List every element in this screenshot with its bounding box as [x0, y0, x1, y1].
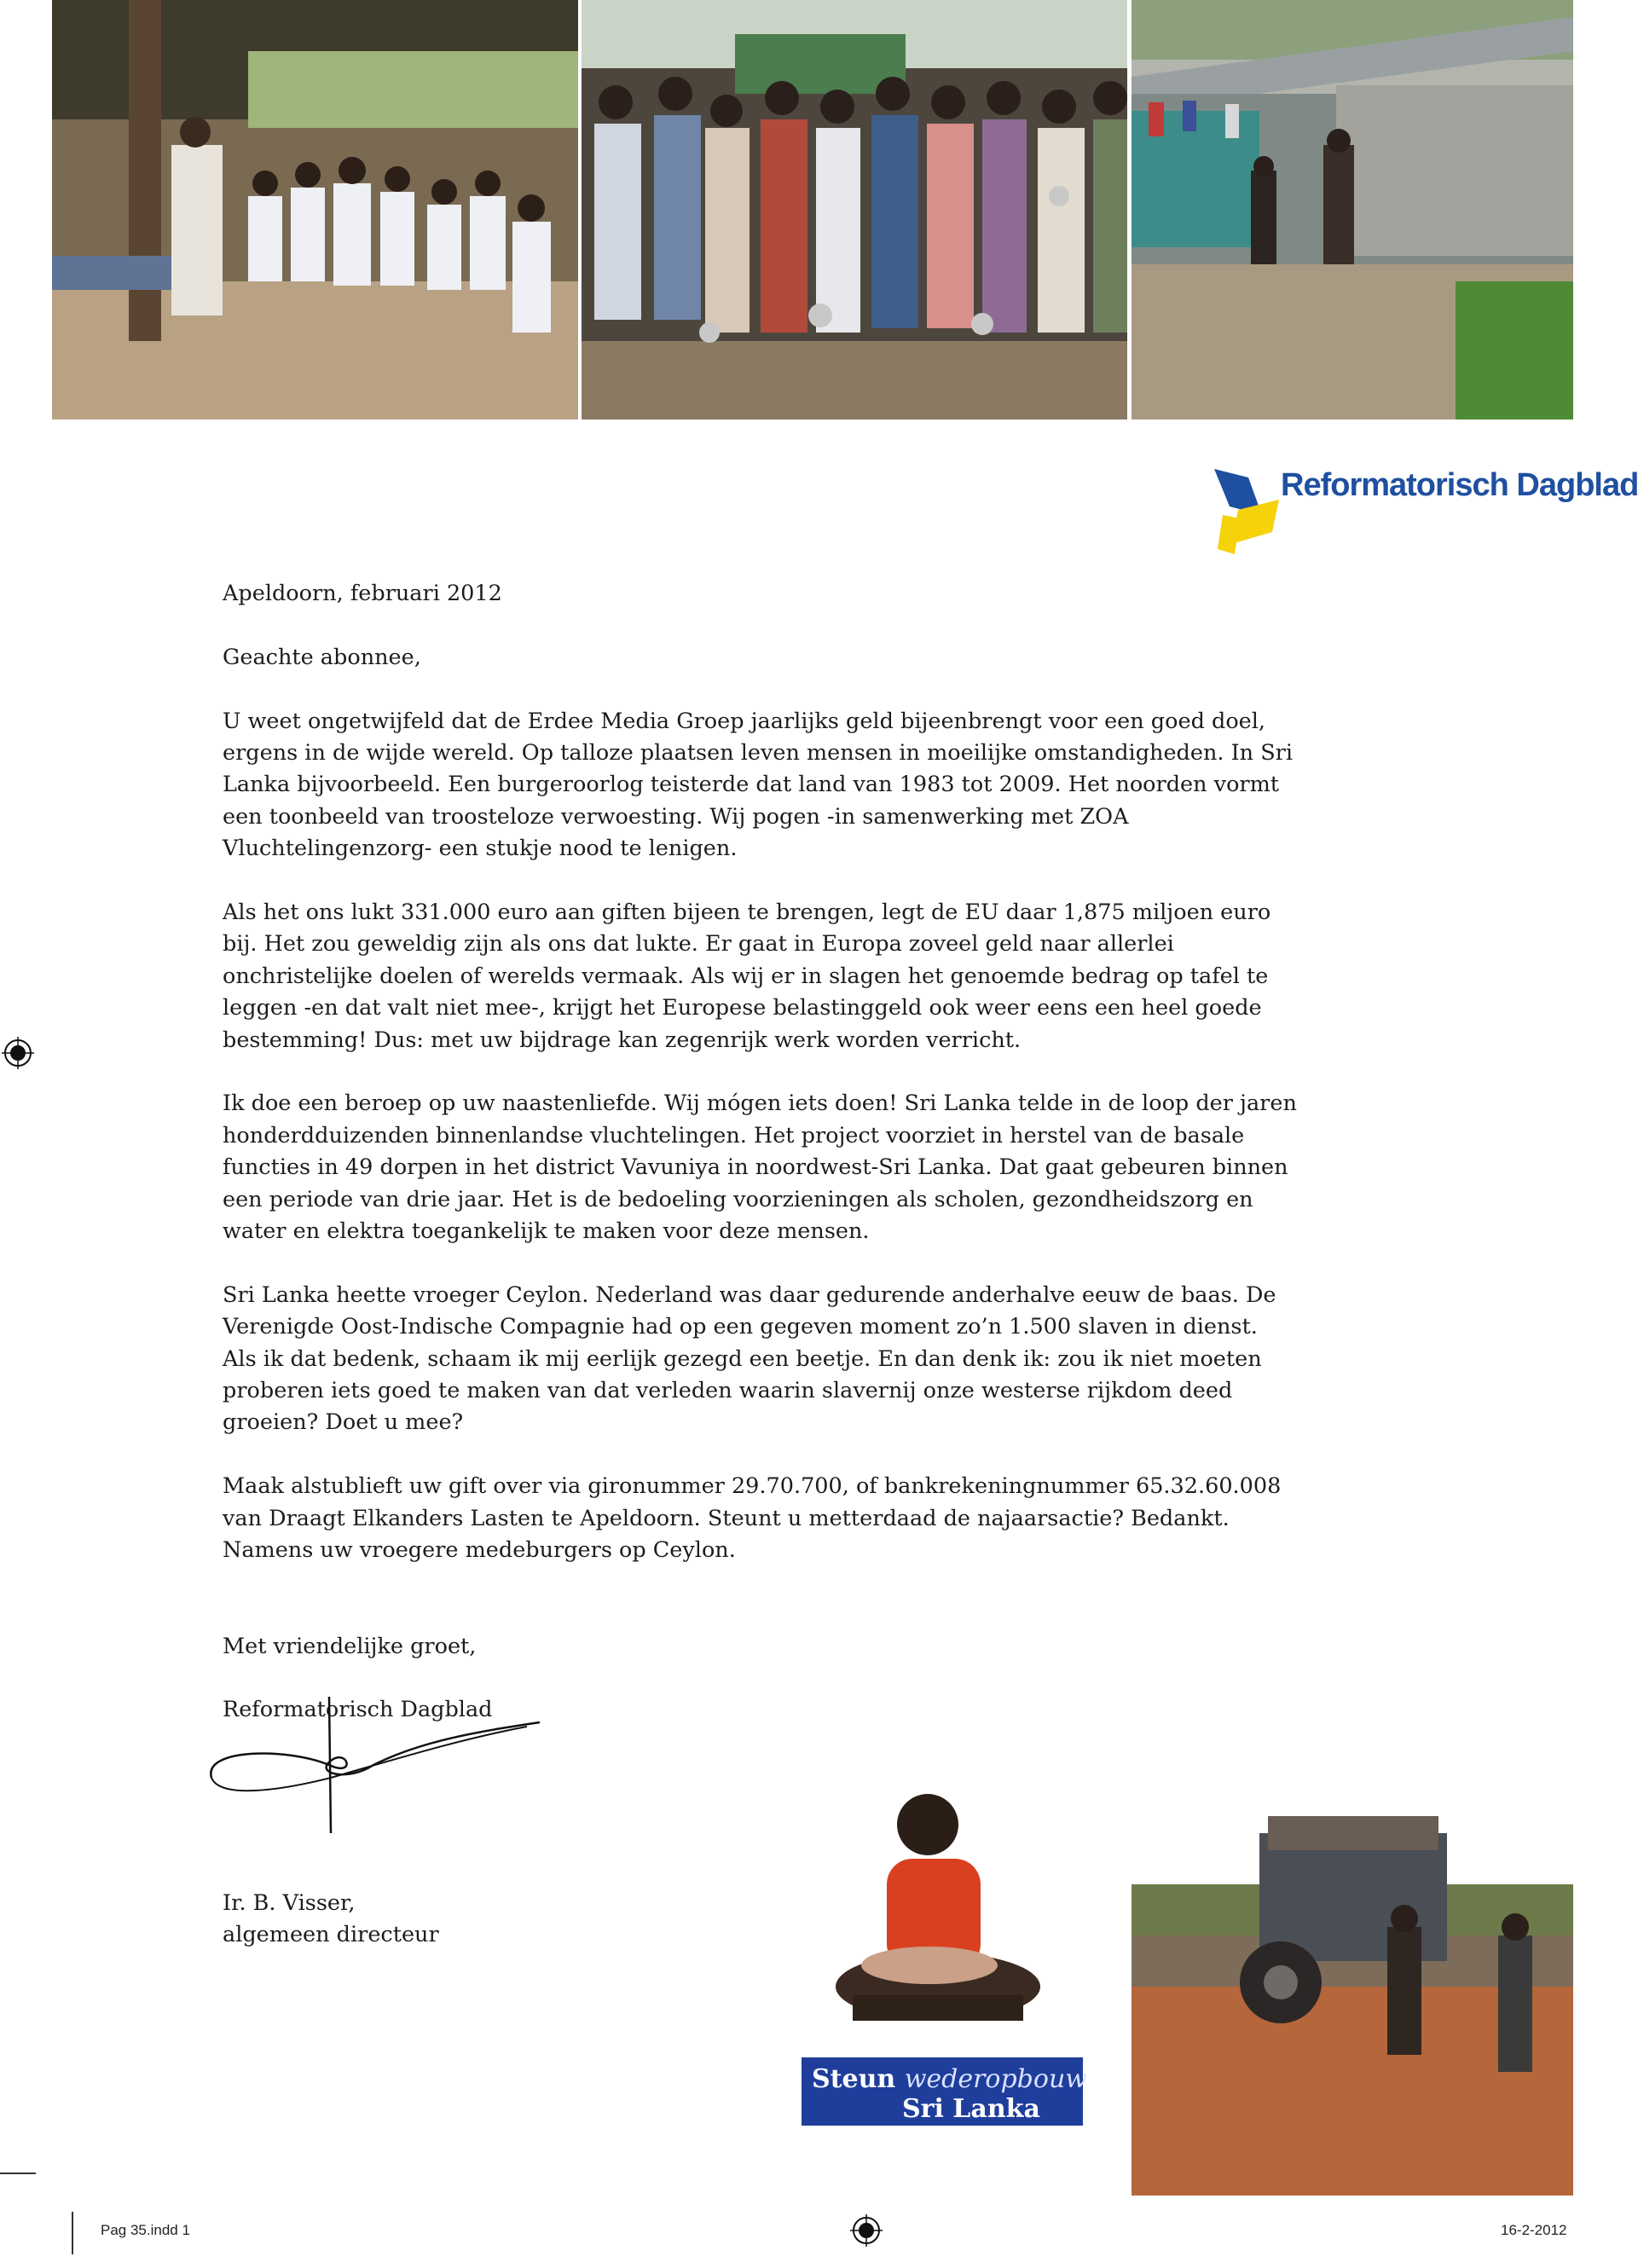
paragraph-3: Ik doe een beroep op uw naastenliefde. Wij mógen iets doen! Sri Lanka telde in de loop der jaren honderdduizenden binnenlandse vluchtelingen. Het project voorziet in herstel van de basale functies in 49 dorpen in het district Vavuniya in noordwest-Sri Lanka. Dat gaat gebeuren binnen een periode van drie jaar. Het is de bedoeling voorzieningen als scholen, gezondheidszorg en water en elektra toegankelijk te maken voor deze mensen.	[223, 1091, 1297, 1245]
crop-mark	[72, 2212, 73, 2254]
campaign-badge-steun: Steun	[812, 2064, 896, 2094]
salutation: Geachte abonnee,	[223, 644, 421, 670]
header-photo-crowd	[582, 0, 1127, 419]
header-photo-shelter	[1132, 0, 1573, 419]
loaded-truck-photo	[1132, 1808, 1573, 2196]
campaign-badge-sri-lanka: Sri Lanka	[902, 2094, 1040, 2124]
paragraph-5: Maak alstublieft uw gift over via gironummer 29.70.700, of bankrekeningnummer 65.32.60.008 van Draagt Elkanders Lasten te Apeldoorn. Steunt u metterdaad de najaarsactie? Bedankt. Namens uw vroegere medeburgers op Ceylon.	[223, 1473, 1282, 1564]
sender: Reformatorisch Dagblad	[223, 1697, 493, 1723]
header-photo-school	[52, 0, 578, 419]
reformatorisch-dagblad-logo	[1213, 460, 1638, 564]
signer-block	[223, 1888, 439, 1952]
campaign-badge-line1	[812, 2064, 1087, 2094]
brand-name: Reformatorisch Dagblad	[1281, 467, 1638, 503]
closing: Met vriendelijke groet,	[223, 1633, 477, 1659]
registration-mark-icon	[2, 1037, 34, 1069]
slug-date: 16-2-2012	[1501, 2222, 1567, 2238]
registration-mark-icon	[850, 2214, 883, 2247]
letter-body	[223, 578, 1297, 1758]
school-children-illustration	[52, 0, 578, 419]
paragraph-2: Als het ons lukt 331.000 euro aan giften bijeen te brengen, legt de EU daar 1,875 miljoen euro bij. Het zou geweldig zijn als ons dat lukte. Er gaat in Europa zoveel geld naar allerlei onchristelijke doelen of werelds vermaak. Als wij er in slagen het genoemde bedrag op tafel te leggen -en dat valt niet mee-, krijgt het Europese belastinggeld ook weer eens een heel goede bestemming! Dus: met uw bijdrage kan zegenrijk werk worden verricht.	[223, 900, 1271, 1053]
paragraph-1: U weet ongetwijfeld dat de Erdee Media Groep jaarlijks geld bijeenbrengt voor een goed doel, ergens in de wijde wereld. Op talloze plaatsen leven mensen in moeilijke omstandigheden. In Sri Lanka bijvoorbeeld. Een burgeroorlog teisterde dat land van 1983 tot 2009. Het noorden vormt een toonbeeld van troosteloze verwoesting. Wij pogen -in samenwerking met ZOA Vluchtelingenzorg- een stukje nood te lenigen.	[223, 708, 1294, 862]
campaign-badge-wederopbouw: wederopbouw	[904, 2064, 1087, 2094]
signer-name: Ir. B. Visser,	[223, 1890, 356, 1916]
newspaper-logo-icon	[1213, 466, 1281, 559]
paragraph-4: Sri Lanka heette vroeger Ceylon. Nederland was daar gedurende anderhalve eeuw de baas. De Verenigde Oost-Indische Compagnie had op een gegeven moment zo’n 1.500 slaven in dienst. Als ik dat bedenk, schaam ik mij eerlijk gezegd een beetje. En dan denk ik: zou ik niet moeten proberen iets goed te maken van dat verleden waarin slavernij onze westerse rijkdom deed groeien? Doet u mee?	[223, 1282, 1276, 1436]
crop-mark	[0, 2173, 36, 2174]
handwritten-signature	[203, 1697, 544, 1850]
campaign-badge	[802, 2057, 1087, 2126]
slug-file: Pag 35.indd 1	[101, 2222, 190, 2238]
tin-shelter-illustration	[1132, 0, 1573, 419]
refugee-queue-illustration	[582, 0, 1127, 419]
signer-title: algemeen directeur	[223, 1922, 439, 1948]
place-date: Apeldoorn, februari 2012	[223, 581, 502, 606]
loaded-truck-illustration	[1132, 1808, 1573, 2196]
